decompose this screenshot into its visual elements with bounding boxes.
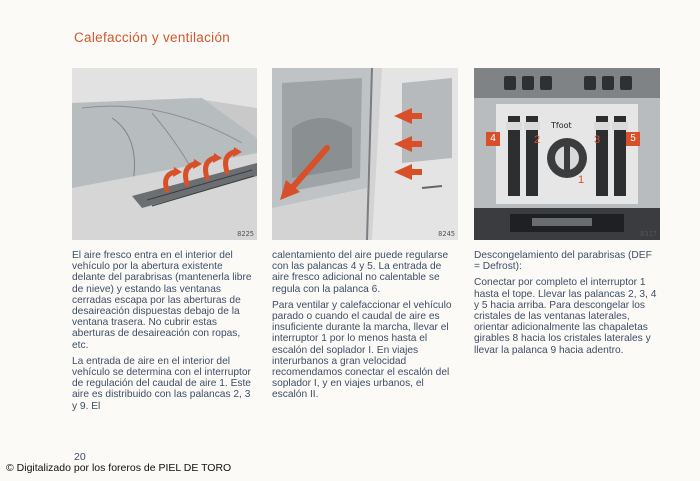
callout-2: 2 <box>534 134 541 146</box>
rear-window-photo <box>272 68 458 240</box>
text-column-2 <box>272 250 456 406</box>
text-column-1 <box>72 250 254 417</box>
figure-code: 8317 <box>640 230 657 238</box>
paragraph: El aire fresco entra en el interior del vehículo por la abertura existente delante del parabrisas (mantenerla libre de nieve) y estando las ventanas cerradas escapa por las aberturas de desaireación dispuestas debajo de la ventana trasera. No cubrir estas aberturas de desaireación con ropas, etc. <box>72 250 252 351</box>
text-column-3 <box>474 250 658 361</box>
callout-4: 4 <box>486 132 500 146</box>
paragraph: calentamiento del aire puede regularse con las palancas 4 y 5. La entrada de aire fresco adicional no calentable se regula con la palanca 6. <box>272 250 449 295</box>
control-panel-photo <box>474 68 660 240</box>
paragraph: La entrada de aire en el interior del vehículo se determina con el interruptor de regulación del caudal de aire 1. Este aire es distribuido con las palancas 2, 3 y 9. El <box>72 355 251 412</box>
figure-code: 8225 <box>237 230 254 238</box>
paragraph: Conectar por completo el interruptor 1 hasta el tope. Llevar las palancas 2, 3, 4 y 5 hacia arriba. Para descongelar los cristales de las ventanas laterales, orientar adicionalmente las chapaletas girables 8 hacia los cristales laterales y llevar la palanca 9 hacia adentro. <box>474 277 657 356</box>
windshield-intake-photo <box>72 68 257 240</box>
paragraph: Descongelamiento del parabrisas (DEF = Defrost): <box>474 250 652 273</box>
paragraph: Para ventilar y calefaccionar el vehículo parado o cuando el caudal de aire es insuficiente durante la marcha, llevar el interruptor 1 por lo menos hasta el escalón del soplador I. En viajes interurbanos a gran velocidad recomendamos conectar el escalón del soplador I, y en viajes urbanos, el escalón II. <box>272 299 452 401</box>
figure-code: 8245 <box>438 230 455 238</box>
callout-1: 1 <box>578 174 585 186</box>
footer-credit: © Digitalizado por los foreros de PIEL DE TORO <box>6 462 232 474</box>
callout-5: 5 <box>626 132 640 146</box>
callout-3: 3 <box>594 134 601 146</box>
page-title: Calefacción y ventilación <box>74 30 231 45</box>
page-number: 20 <box>74 451 86 463</box>
panel-label: Tfoot <box>551 121 572 130</box>
